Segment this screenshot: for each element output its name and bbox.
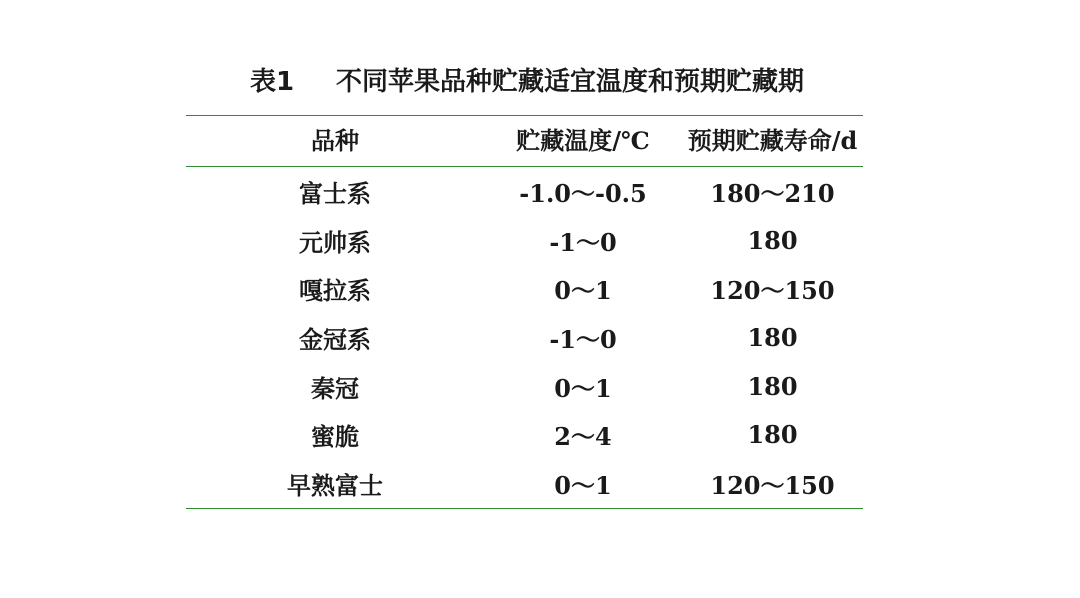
storage-table: [186, 115, 863, 509]
cell-storage-life: 180: [747, 371, 798, 401]
cell-temperature: 0～1: [554, 373, 612, 403]
cell-storage-life: 120～150: [710, 276, 835, 306]
cell-variety: 嘎拉系: [299, 276, 371, 306]
cell-temperature: 0～1: [554, 276, 612, 306]
cell-variety: 金冠系: [299, 324, 371, 354]
cell-storage-life: 180: [747, 225, 798, 255]
data-table-body: [186, 167, 863, 508]
cell-variety: 早熟富士: [287, 470, 383, 500]
table-number: 表1: [250, 67, 295, 97]
header-storage-life: 预期贮藏寿命/d: [687, 126, 858, 155]
header-row: [186, 116, 863, 166]
table-row: [186, 362, 863, 411]
cell-storage-life: 180～210: [710, 178, 835, 208]
table-title: 不同苹果品种贮藏适宜温度和预期贮藏期: [336, 67, 805, 97]
cell-temperature: 0～1: [554, 470, 612, 500]
cell-temperature: -1～0: [549, 227, 617, 257]
cell-variety: 蜜脆: [311, 422, 359, 452]
table-caption: [250, 64, 804, 100]
cell-variety: 富士系: [299, 178, 371, 208]
cell-temperature: 2～4: [554, 422, 612, 452]
data-table: [186, 116, 863, 166]
cell-storage-life: 180: [747, 322, 798, 352]
table-row: [186, 167, 863, 216]
table-row: [186, 313, 863, 362]
cell-storage-life: 180: [747, 420, 798, 450]
header-variety: 品种: [311, 126, 359, 155]
table-row: [186, 410, 863, 459]
cell-temperature: -1.0～-0.5: [519, 178, 647, 208]
table-row: [186, 264, 863, 313]
table-row: [186, 216, 863, 265]
table-row: [186, 459, 863, 508]
bottom-rule: [186, 508, 863, 509]
cell-storage-life: 120～150: [710, 470, 835, 500]
cell-variety: 秦冠: [311, 373, 359, 403]
cell-variety: 元帅系: [299, 227, 371, 257]
cell-temperature: -1～0: [549, 324, 617, 354]
header-temperature: 贮藏温度/℃: [516, 126, 650, 155]
